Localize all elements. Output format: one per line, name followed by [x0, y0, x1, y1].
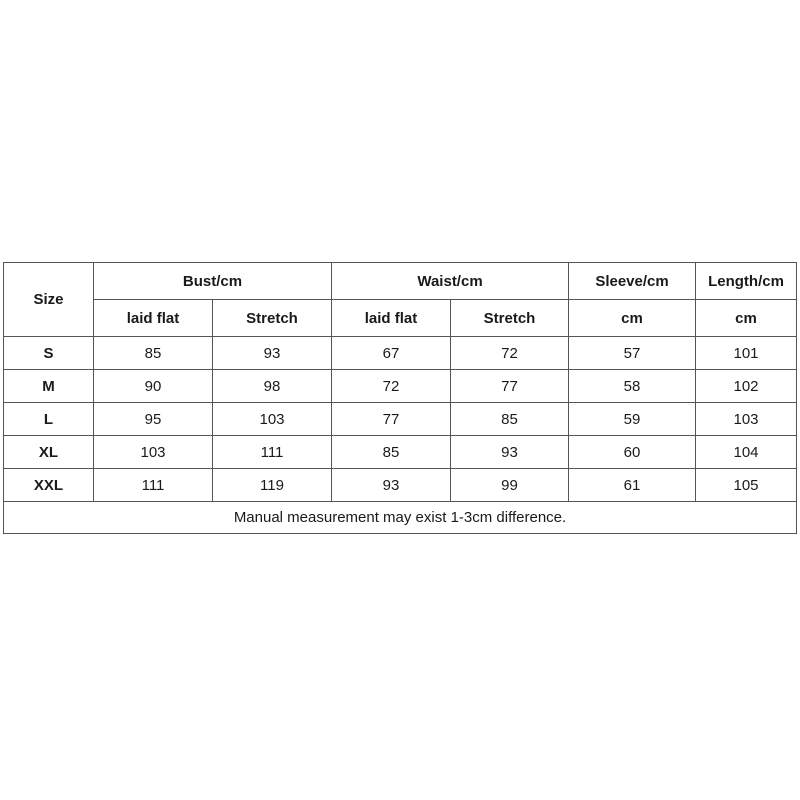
sleeve-cell: 61	[569, 469, 696, 502]
sleeve-header: Sleeve/cm	[569, 263, 696, 300]
bust-flat-cell: 85	[94, 337, 213, 370]
table-row	[4, 469, 797, 502]
size-header: Size	[4, 263, 94, 337]
table-row	[4, 403, 797, 436]
size-cell: L	[4, 403, 94, 436]
bust-flat-cell: 90	[94, 370, 213, 403]
sleeve-cell: 58	[569, 370, 696, 403]
length-header: Length/cm	[696, 263, 797, 300]
length-cell: 103	[696, 403, 797, 436]
bust-header: Bust/cm	[94, 263, 332, 300]
sleeve-cell: 60	[569, 436, 696, 469]
waist-stretch-cell: 93	[451, 436, 569, 469]
waist-flat-cell: 85	[332, 436, 451, 469]
header-row-1	[4, 263, 797, 300]
sleeve-cell: 57	[569, 337, 696, 370]
waist-flat-cell: 67	[332, 337, 451, 370]
waist-flat-cell: 93	[332, 469, 451, 502]
waist-stretch-subheader: Stretch	[451, 300, 569, 337]
length-cell: 105	[696, 469, 797, 502]
waist-stretch-cell: 72	[451, 337, 569, 370]
length-cell: 101	[696, 337, 797, 370]
bust-stretch-cell: 111	[213, 436, 332, 469]
length-cell: 104	[696, 436, 797, 469]
table-row	[4, 370, 797, 403]
waist-stretch-cell: 77	[451, 370, 569, 403]
waist-stretch-cell: 99	[451, 469, 569, 502]
waist-header: Waist/cm	[332, 263, 569, 300]
sleeve-unit-subheader: cm	[569, 300, 696, 337]
bust-flat-cell: 111	[94, 469, 213, 502]
size-cell: XXL	[4, 469, 94, 502]
waist-stretch-cell: 85	[451, 403, 569, 436]
measurement-note: Manual measurement may exist 1-3cm difference.	[4, 502, 797, 534]
bust-stretch-cell: 98	[213, 370, 332, 403]
bust-flat-subheader: laid flat	[94, 300, 213, 337]
size-cell: M	[4, 370, 94, 403]
bust-flat-cell: 103	[94, 436, 213, 469]
size-cell: XL	[4, 436, 94, 469]
size-cell: S	[4, 337, 94, 370]
waist-flat-subheader: laid flat	[332, 300, 451, 337]
length-cell: 102	[696, 370, 797, 403]
length-unit-subheader: cm	[696, 300, 797, 337]
waist-flat-cell: 72	[332, 370, 451, 403]
table-row	[4, 436, 797, 469]
bust-flat-cell: 95	[94, 403, 213, 436]
bust-stretch-cell: 93	[213, 337, 332, 370]
bust-stretch-cell: 103	[213, 403, 332, 436]
size-chart-table	[3, 262, 797, 534]
waist-flat-cell: 77	[332, 403, 451, 436]
note-row	[4, 502, 797, 534]
sleeve-cell: 59	[569, 403, 696, 436]
table-row	[4, 337, 797, 370]
header-row-2	[4, 300, 797, 337]
bust-stretch-subheader: Stretch	[213, 300, 332, 337]
bust-stretch-cell: 119	[213, 469, 332, 502]
